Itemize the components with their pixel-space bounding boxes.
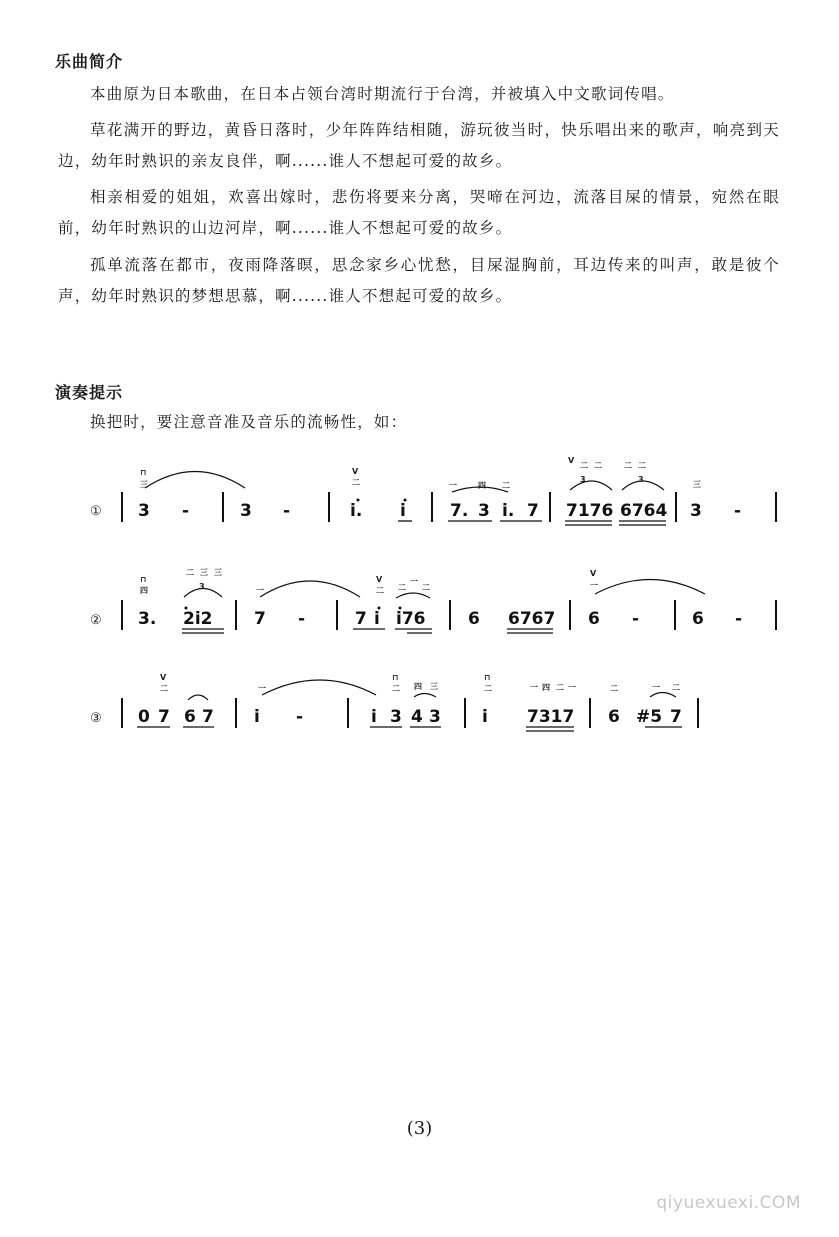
finger-mark: 二 (580, 461, 588, 470)
high-dot (404, 499, 407, 502)
high-dot (357, 499, 360, 502)
high-dot (185, 607, 188, 610)
note: 7 (355, 609, 367, 629)
note: 7 (670, 707, 682, 727)
bow-down-mark: ⊓ (140, 468, 147, 477)
slur (260, 581, 360, 597)
finger-mark: 四 (414, 682, 422, 691)
example-row-2 (90, 568, 776, 633)
finger-mark: 一 (530, 683, 538, 692)
triplet-number: 3 (638, 475, 644, 484)
note: 7 (527, 501, 539, 521)
note: 3 (690, 501, 702, 521)
finger-mark: 二 (638, 461, 646, 470)
finger-mark: 一 (449, 481, 457, 490)
note: 6 (608, 707, 620, 727)
bow-up-mark: V (160, 673, 167, 682)
bow-down-mark: ⊓ (140, 575, 147, 584)
bow-up-mark: V (352, 467, 359, 476)
finger-mark: 一 (652, 683, 660, 692)
note: 3. (138, 609, 157, 629)
bow-down-mark: ⊓ (484, 673, 491, 682)
page-number: (3) (406, 1118, 433, 1139)
bow-up-mark: V (376, 575, 383, 584)
finger-mark: 四 (542, 683, 550, 692)
triplet-number: 3 (580, 475, 586, 484)
intro-paragraph-3: 相亲相爱的姐姐，欢喜出嫁时，悲伤将要来分离，哭啼在河边，流落目屎的情景，宛然在眼前，幼年时熟识的山边河岸，啊......谁人不想起可爱的故乡。 (58, 188, 780, 237)
note: 3 (478, 501, 490, 521)
note: 6 (184, 707, 196, 727)
note: 3 (138, 501, 150, 521)
finger-mark: 三 (430, 682, 438, 691)
example-label-2: ② (90, 613, 102, 628)
note: i (374, 609, 380, 629)
example-row-3 (90, 673, 698, 731)
finger-mark: 四 (140, 586, 148, 595)
finger-mark: 四 (478, 481, 486, 490)
note: 3 (240, 501, 252, 521)
finger-mark: 二 (556, 683, 564, 692)
note: 3 (390, 707, 402, 727)
finger-mark: 二 (392, 684, 400, 693)
finger-mark: 三 (693, 480, 701, 489)
dash: - (283, 501, 291, 521)
note: i (254, 707, 260, 727)
dash: - (296, 707, 304, 727)
note-group: 7176 (566, 501, 614, 521)
dash: - (632, 609, 640, 629)
watermark: qiyuexuexi.COM (656, 1193, 801, 1213)
finger-mark: 三 (214, 568, 222, 577)
slur (570, 481, 612, 490)
finger-mark: 二 (610, 684, 618, 693)
example-label-3: ③ (90, 711, 102, 726)
note: 7 (254, 609, 266, 629)
note: i (482, 707, 488, 727)
note: 6 (692, 609, 704, 629)
finger-mark: 二 (186, 568, 194, 577)
note: 6 (468, 609, 480, 629)
finger-mark: 二 (624, 461, 632, 470)
note-group: 6767 (508, 609, 556, 629)
intro-paragraph-4: 孤单流落在都市，夜雨降落暝，思念家乡心忧愁，目屎湿胸前，耳边传来的叫声，敢是彼个声，幼年时熟识的梦想思慕，啊......谁人不想起可爱的故乡。 (58, 256, 780, 305)
finger-mark: 一 (590, 581, 598, 590)
finger-mark: 二 (160, 684, 168, 693)
note: i. (502, 501, 515, 521)
note: 0 (138, 707, 150, 727)
triplet-number: 3 (199, 582, 205, 591)
note-group: i76 (396, 609, 426, 629)
note: i (371, 707, 377, 727)
example-label-1: ① (90, 504, 102, 519)
slur (414, 694, 436, 698)
tips-text: 换把时，要注意音准及音乐的流畅性，如： (90, 413, 408, 431)
dash: - (734, 501, 742, 521)
note: #5 (636, 707, 663, 727)
note: 7. (450, 501, 469, 521)
finger-mark: 二 (594, 461, 602, 470)
note: i (400, 501, 406, 521)
finger-mark: 二 (376, 586, 384, 595)
note-group: 2i2 (183, 609, 213, 629)
finger-mark: 二 (484, 684, 492, 693)
finger-mark: 一 (258, 684, 266, 693)
intro-heading: 乐曲简介 (55, 52, 124, 71)
slur (145, 472, 245, 489)
finger-mark: 二 (398, 583, 406, 592)
finger-mark: 二 (352, 478, 360, 487)
high-dot (399, 607, 402, 610)
dash: - (182, 501, 190, 521)
bow-up-mark: V (568, 456, 575, 465)
note: 7 (158, 707, 170, 727)
slur (396, 593, 430, 598)
note: 6 (588, 609, 600, 629)
intro-paragraph-1: 本曲原为日本歌曲，在日本占领台湾时期流行于台湾，并被填入中文歌词传唱。 (90, 85, 675, 103)
bow-down-mark: ⊓ (392, 673, 399, 682)
note: 3 (429, 707, 441, 727)
slur (262, 680, 376, 695)
finger-mark: 三 (200, 568, 208, 577)
finger-mark: 二 (672, 683, 680, 692)
finger-mark: 三 (140, 480, 148, 489)
finger-mark: 一 (410, 577, 418, 586)
high-dot (378, 607, 381, 610)
note-group: 6764 (620, 501, 668, 521)
intro-paragraph-2: 草花满开的野边，黄昏日落时，少年阵阵结相随，游玩彼当时，快乐唱出来的歌声，响亮到天边，幼年时熟识的亲友良伴，啊......谁人不想起可爱的故乡。 (58, 121, 780, 170)
bow-up-mark: V (590, 569, 597, 578)
finger-mark: 一 (256, 586, 264, 595)
example-row-1 (90, 456, 776, 525)
slur (650, 693, 676, 698)
finger-mark: 一 (568, 683, 576, 692)
finger-mark: 二 (502, 481, 510, 490)
note: 7 (202, 707, 214, 727)
dash: - (298, 609, 306, 629)
slur (595, 580, 705, 595)
dash: - (735, 609, 743, 629)
finger-mark: 二 (422, 583, 430, 592)
note: 4 (411, 707, 423, 727)
slur (188, 695, 208, 700)
note-group: 7317 (527, 707, 575, 727)
tips-heading: 演奏提示 (55, 383, 124, 402)
note: i. (350, 501, 363, 521)
